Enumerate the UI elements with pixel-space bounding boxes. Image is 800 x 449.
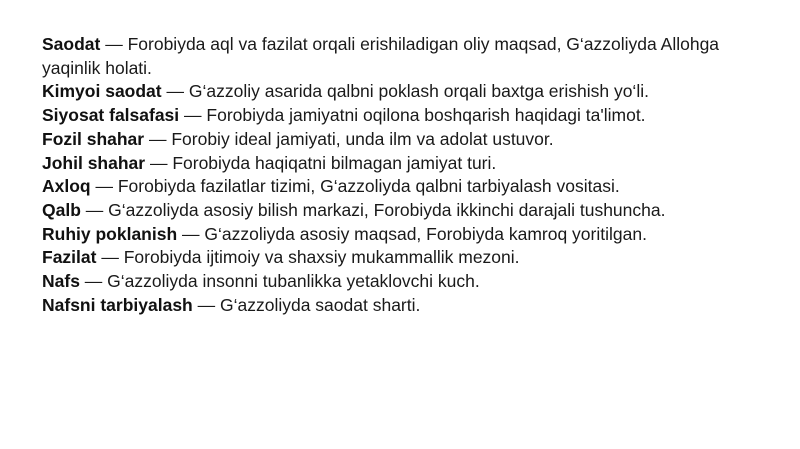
separator: — bbox=[177, 223, 205, 244]
glossary-entry-saodat bbox=[42, 33, 742, 80]
glossary-term: Axloq bbox=[42, 176, 91, 197]
glossary-entry-ruhiy-poklanish bbox=[42, 223, 742, 247]
glossary-definition: Forobiyda jamiyatni oqilona boshqarish haqidagi ta'limot. bbox=[206, 105, 646, 126]
glossary-definition: G‘azzoliy asarida qalbni poklash orqali baxtga erishish yo‘li. bbox=[188, 81, 649, 102]
glossary-term: Fazilat bbox=[42, 247, 97, 268]
glossary-term: Saodat bbox=[42, 34, 101, 54]
glossary-term: Nafsni tarbiyalash bbox=[42, 294, 193, 315]
separator: — bbox=[100, 34, 128, 54]
glossary-term: Fozil shahar bbox=[42, 128, 145, 149]
glossary-term: Ruhiy poklanish bbox=[42, 223, 178, 244]
glossary-entry-kimyoi-saodat bbox=[42, 80, 742, 104]
glossary-entry-johil-shahar bbox=[42, 152, 742, 176]
glossary-entry-nafs bbox=[42, 270, 742, 294]
glossary-definition: Forobiyda haqiqatni bilmagan jamiyat turi. bbox=[172, 152, 497, 173]
separator: — bbox=[90, 176, 118, 197]
glossary-entry-fazilat bbox=[42, 246, 742, 270]
separator: — bbox=[80, 199, 109, 220]
separator: — bbox=[161, 81, 189, 102]
separator: — bbox=[96, 247, 124, 268]
separator: — bbox=[179, 105, 207, 126]
glossary-definition: Forobiy ideal jamiyati, unda ilm va adolat ustuvor. bbox=[171, 128, 554, 149]
glossary-definition: Forobiyda fazilatlar tizimi, G‘azzoliyda qalbni tarbiyalash vositasi. bbox=[117, 176, 620, 197]
glossary-entry-axloq bbox=[42, 175, 742, 199]
glossary-term: Johil shahar bbox=[42, 152, 146, 173]
separator: — bbox=[192, 294, 220, 315]
glossary-definition: Forobiyda ijtimoiy va shaxsiy mukammallik mezoni. bbox=[123, 247, 520, 268]
glossary-definition: G‘azzoliyda insonni tubanlikka yetaklovchi kuch. bbox=[107, 271, 480, 292]
glossary-term: Nafs bbox=[42, 271, 80, 292]
separator: — bbox=[144, 128, 172, 149]
glossary-definition: G‘azzoliyda asosiy bilish markazi, Forobiyda ikkinchi darajali tushuncha. bbox=[108, 199, 666, 220]
separator: — bbox=[145, 152, 173, 173]
glossary-definition: G‘azzoliyda saodat sharti. bbox=[219, 294, 421, 315]
glossary-definition: Forobiyda aql va fazilat orqali erishiladigan oliy maqsad, G‘azzoliyda Allohga yaqinlik holati. bbox=[42, 34, 720, 78]
glossary-list bbox=[42, 33, 742, 317]
glossary-term: Kimyoi saodat bbox=[42, 81, 162, 102]
glossary-entry-fozil-shahar bbox=[42, 128, 742, 152]
glossary-term: Qalb bbox=[42, 199, 81, 220]
glossary-entry-qalb bbox=[42, 199, 742, 223]
glossary-term: Siyosat falsafasi bbox=[42, 105, 180, 126]
glossary-entry-nafsni-tarbiyalash bbox=[42, 294, 742, 318]
separator: — bbox=[79, 271, 108, 292]
glossary-entry-siyosat-falsafasi bbox=[42, 104, 742, 128]
glossary-definition: G‘azzoliyda asosiy maqsad, Forobiyda kamroq yoritilgan. bbox=[204, 223, 647, 244]
